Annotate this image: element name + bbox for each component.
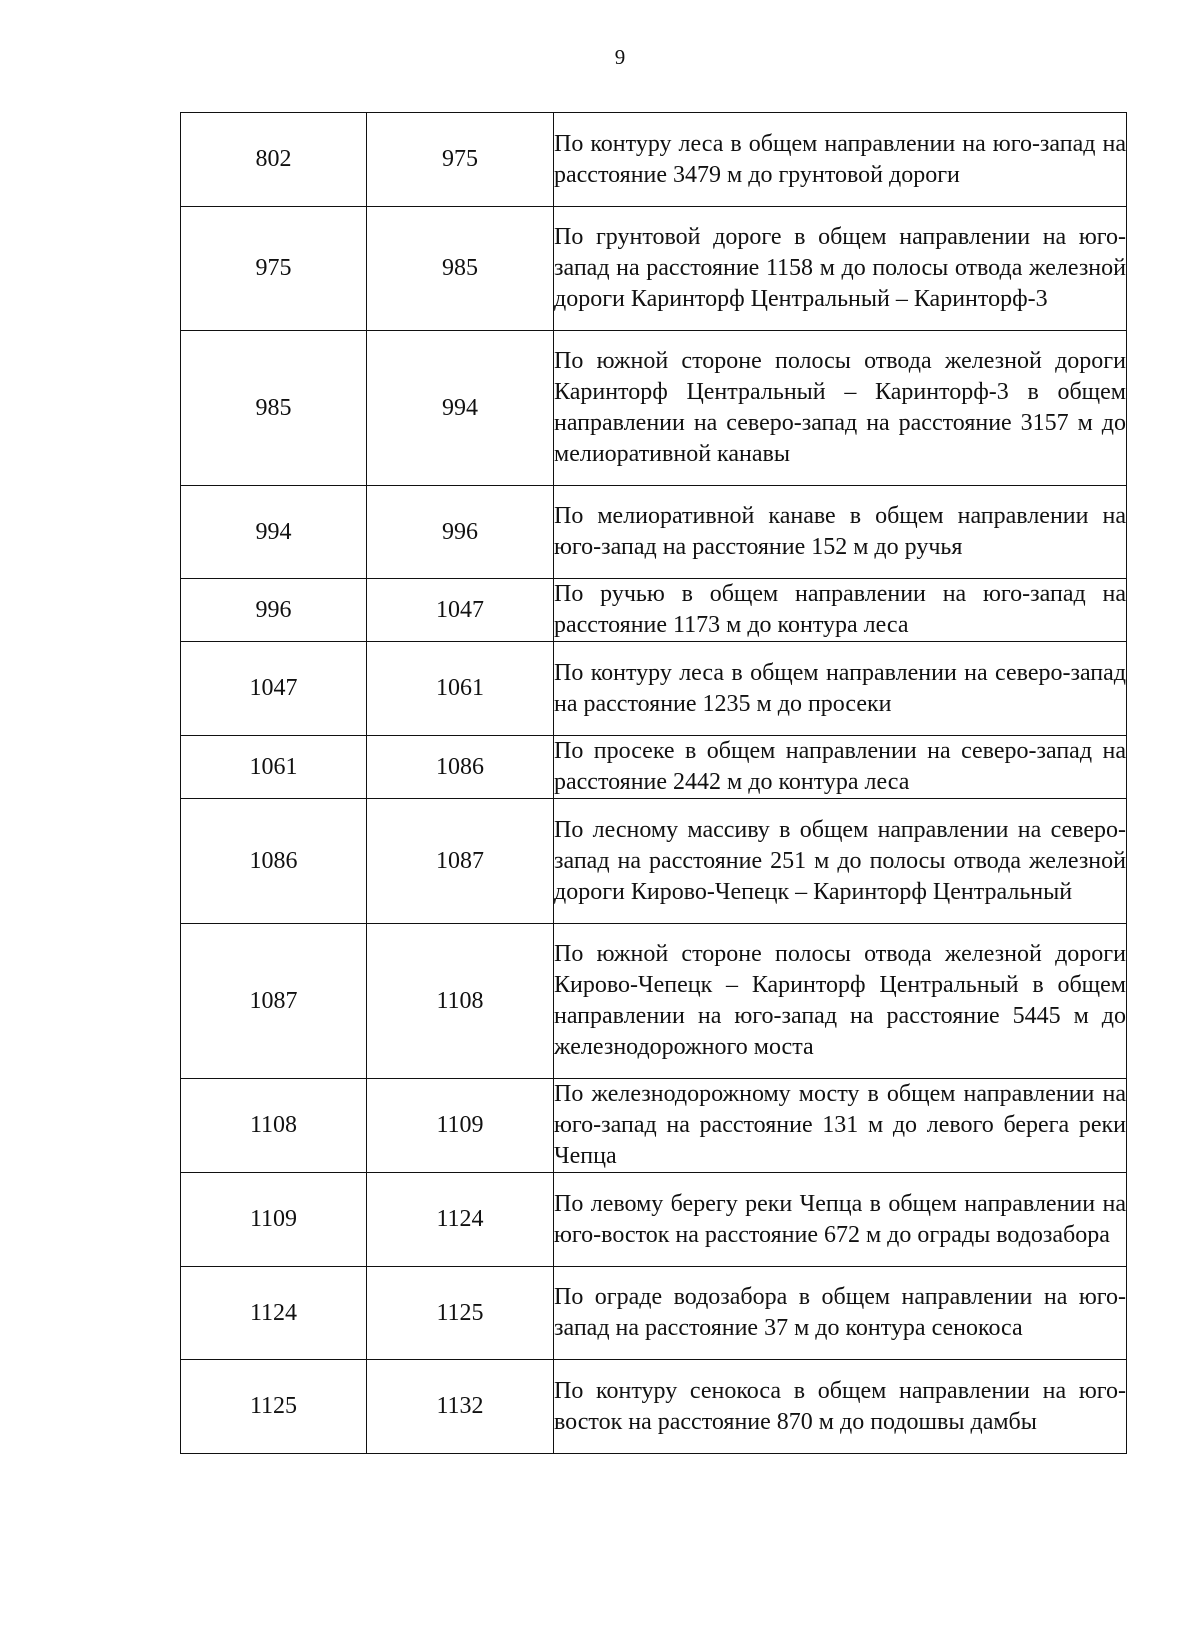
boundary-description: По просеке в общем направлении на северо-запад на расстояние 2442 м до контура леса: [554, 736, 1127, 799]
from-point: 996: [181, 579, 367, 642]
to-point: 996: [367, 486, 554, 579]
boundary-table: [180, 112, 1127, 1454]
table-row: [181, 331, 1127, 486]
table-row: [181, 736, 1127, 799]
boundary-description: По ручью в общем направлении на юго-запад на расстояние 1173 м до контура леса: [554, 579, 1127, 642]
to-point: 975: [367, 113, 554, 207]
to-point: 1109: [367, 1079, 554, 1173]
boundary-description: По контуру сенокоса в общем направлении на юго-восток на расстояние 870 м до подошвы дамбы: [554, 1360, 1127, 1454]
from-point: 994: [181, 486, 367, 579]
boundary-description: По левому берегу реки Чепца в общем направлении на юго-восток на расстояние 672 м до ограды водозабора: [554, 1173, 1127, 1267]
table-row: [181, 924, 1127, 1079]
from-point: 1125: [181, 1360, 367, 1454]
from-point: 1061: [181, 736, 367, 799]
boundary-description: По железнодорожному мосту в общем направлении на юго-запад на расстояние 131 м до левого берега реки Чепца: [554, 1079, 1127, 1173]
table-row: [181, 486, 1127, 579]
table-row: [181, 1360, 1127, 1454]
boundary-description: По южной стороне полосы отвода железной дороги Кирово-Чепецк – Каринторф Центральный в общем направлении на юго-запад на расстояние 5445 м до железнодорожного моста: [554, 924, 1127, 1079]
to-point: 1124: [367, 1173, 554, 1267]
to-point: 985: [367, 207, 554, 331]
table-body: [181, 113, 1127, 1454]
from-point: 1086: [181, 799, 367, 924]
to-point: 1086: [367, 736, 554, 799]
boundary-description: По лесному массиву в общем направлении на северо-запад на расстояние 251 м до полосы отвода железной дороги Кирово-Чепецк – Каринторф Центральный: [554, 799, 1127, 924]
from-point: 1109: [181, 1173, 367, 1267]
table-row: [181, 207, 1127, 331]
page-number: 9: [614, 45, 626, 69]
boundary-description: По южной стороне полосы отвода железной дороги Каринторф Центральный – Каринторф-3 в общем направлении на северо-запад на расстояние 3157 м до мелиоративной канавы: [554, 331, 1127, 486]
table-row: [181, 113, 1127, 207]
from-point: 1124: [181, 1267, 367, 1360]
to-point: 1061: [367, 642, 554, 736]
table-row: [181, 1267, 1127, 1360]
boundary-description: По контуру леса в общем направлении на юго-запад на расстояние 3479 м до грунтовой дороги: [554, 113, 1127, 207]
boundary-description: По грунтовой дороге в общем направлении на юго-запад на расстояние 1158 м до полосы отвода железной дороги Каринторф Центральный – Каринторф-3: [554, 207, 1127, 331]
to-point: 1108: [367, 924, 554, 1079]
table-row: [181, 642, 1127, 736]
table-row: [181, 799, 1127, 924]
boundary-description: По контуру леса в общем направлении на северо-запад на расстояние 1235 м до просеки: [554, 642, 1127, 736]
from-point: 802: [181, 113, 367, 207]
to-point: 994: [367, 331, 554, 486]
to-point: 1125: [367, 1267, 554, 1360]
boundary-description: По ограде водозабора в общем направлении на юго-запад на расстояние 37 м до контура сенокоса: [554, 1267, 1127, 1360]
from-point: 1087: [181, 924, 367, 1079]
table-row: [181, 579, 1127, 642]
to-point: 1132: [367, 1360, 554, 1454]
from-point: 985: [181, 331, 367, 486]
table-row: [181, 1079, 1127, 1173]
from-point: 1108: [181, 1079, 367, 1173]
boundary-description: По мелиоративной канаве в общем направлении на юго-запад на расстояние 152 м до ручья: [554, 486, 1127, 579]
to-point: 1087: [367, 799, 554, 924]
to-point: 1047: [367, 579, 554, 642]
table-row: [181, 1173, 1127, 1267]
from-point: 1047: [181, 642, 367, 736]
from-point: 975: [181, 207, 367, 331]
